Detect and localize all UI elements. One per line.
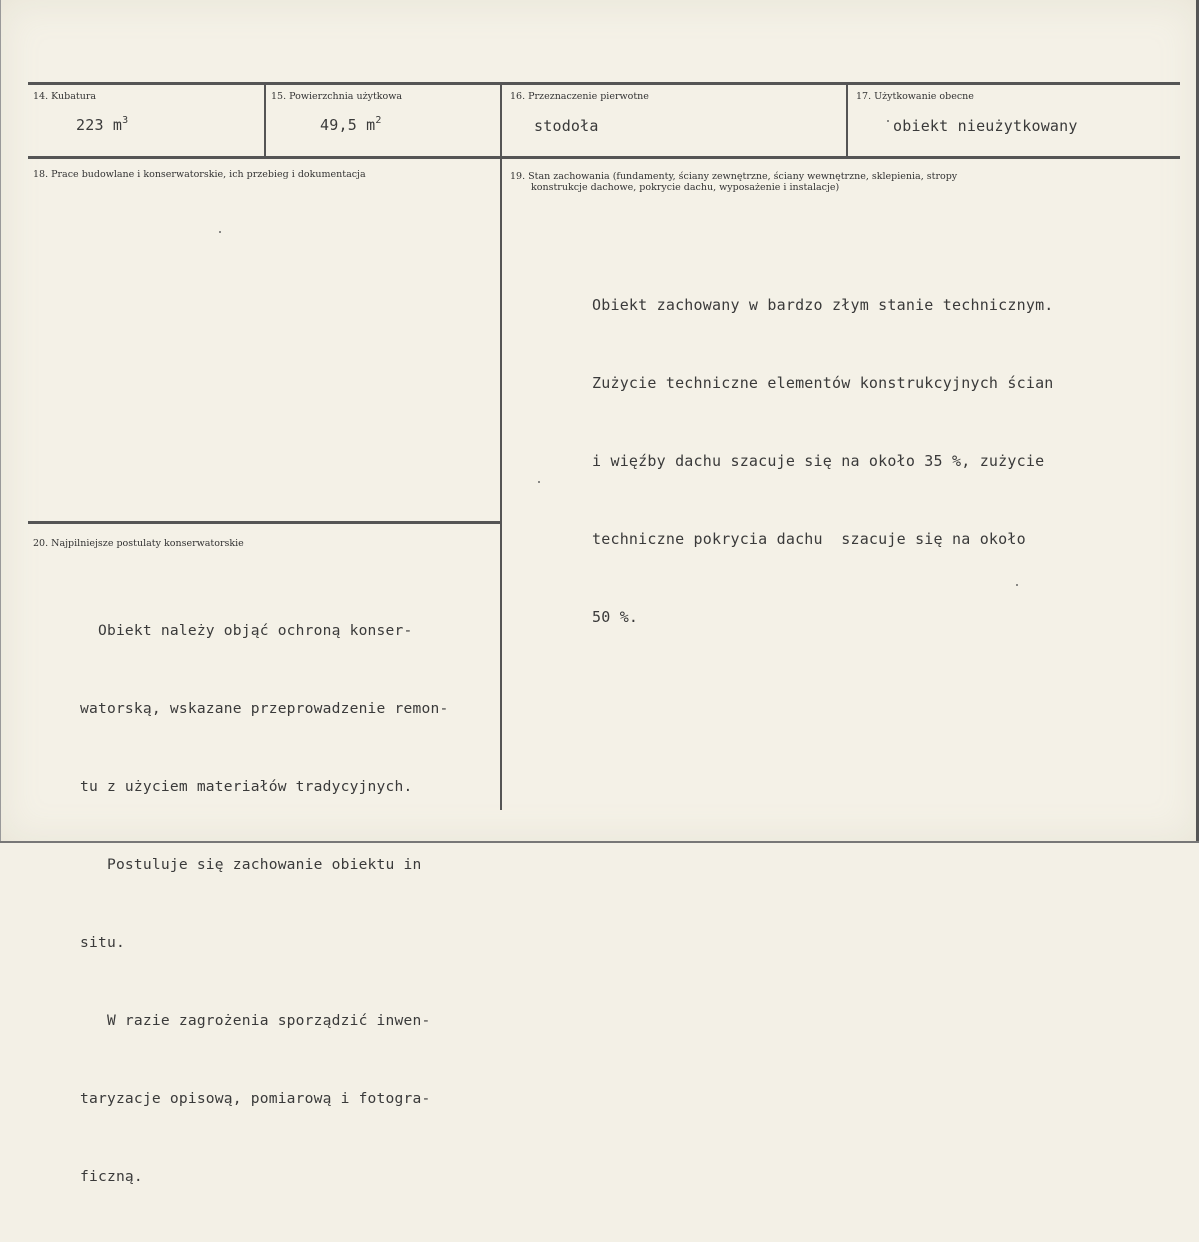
field-15-value	[320, 116, 382, 134]
field-14-label: 14. Kubatura	[33, 91, 97, 102]
condition-text-line: i więźby dachu szacuje się na około 35 %, zużycie	[592, 452, 1045, 470]
paper-speck	[538, 481, 540, 483]
condition-text-line: techniczne pokrycia dachu szacuje się na około	[592, 530, 1026, 548]
paper-speck	[1016, 584, 1018, 586]
divider-16-17	[846, 82, 848, 158]
condition-text-line: Obiekt zachowany w bardzo złym stanie technicznym.	[592, 296, 1054, 314]
field-17-value: obiekt nieużytkowany	[893, 117, 1078, 135]
postulates-text-line: tu z użyciem materiałów tradycyjnych.	[80, 778, 413, 795]
field-15-label: 15. Powierzchnia użytkowa	[271, 91, 403, 102]
field-16-label: 16. Przeznaczenie pierwotne	[510, 91, 649, 102]
divider-main	[500, 82, 502, 810]
field-20-label: 20. Najpilniejsze postulaty konserwatorskie	[33, 538, 244, 549]
top-rule	[28, 82, 1180, 85]
condition-text-line: 50 %.	[592, 608, 639, 626]
field-19-label-line-2: konstrukcje dachowe, pokrycie dachu, wyposażenie i instalacje)	[531, 182, 840, 193]
postulates-text-line: situ.	[80, 934, 125, 951]
field-20-text	[80, 566, 448, 1242]
field-18-label: 18. Prace budowlane i konserwatorskie, ich przebieg i dokumentacja	[33, 169, 366, 180]
field-17-label: 17. Użytkowanie obecne	[856, 91, 974, 102]
divider-14-15	[264, 82, 266, 158]
kubatura-unit-exponent: 3	[122, 115, 129, 126]
postulates-text-line: Postuluje się zachowanie obiektu in	[80, 856, 422, 873]
card-left-edge	[0, 0, 1, 843]
header-row-rule	[28, 156, 1180, 159]
field-19-label-line-1: 19. Stan zachowania (fundamenty, ściany zewnętrzne, ściany wewnętrzne, sklepienia, stropy	[510, 171, 958, 182]
paper-speck	[219, 231, 221, 233]
typewriter-mark	[887, 120, 889, 122]
field-16-value: stodoła	[534, 117, 599, 135]
section-20-rule	[28, 521, 500, 524]
postulates-text-line: Obiekt należy objąć ochroną konser-	[80, 622, 413, 639]
field-14-value	[76, 116, 128, 134]
area-unit-exponent: 2	[375, 115, 382, 126]
postulates-text-line: watorską, wskazane przeprowadzenie remon-	[80, 700, 449, 717]
field-19-text	[592, 240, 1054, 682]
postulates-text-line: ficzną.	[80, 1168, 143, 1185]
condition-text-line: Zużycie techniczne elementów konstrukcyjnych ścian	[592, 374, 1054, 392]
area-value: 49,5 m	[320, 116, 376, 134]
kubatura-value: 223 m	[76, 116, 123, 134]
postulates-text-line: W razie zagrożenia sporządzić inwen-	[80, 1012, 431, 1029]
postulates-text-line: taryzacje opisową, pomiarową i fotogra-	[80, 1090, 431, 1107]
